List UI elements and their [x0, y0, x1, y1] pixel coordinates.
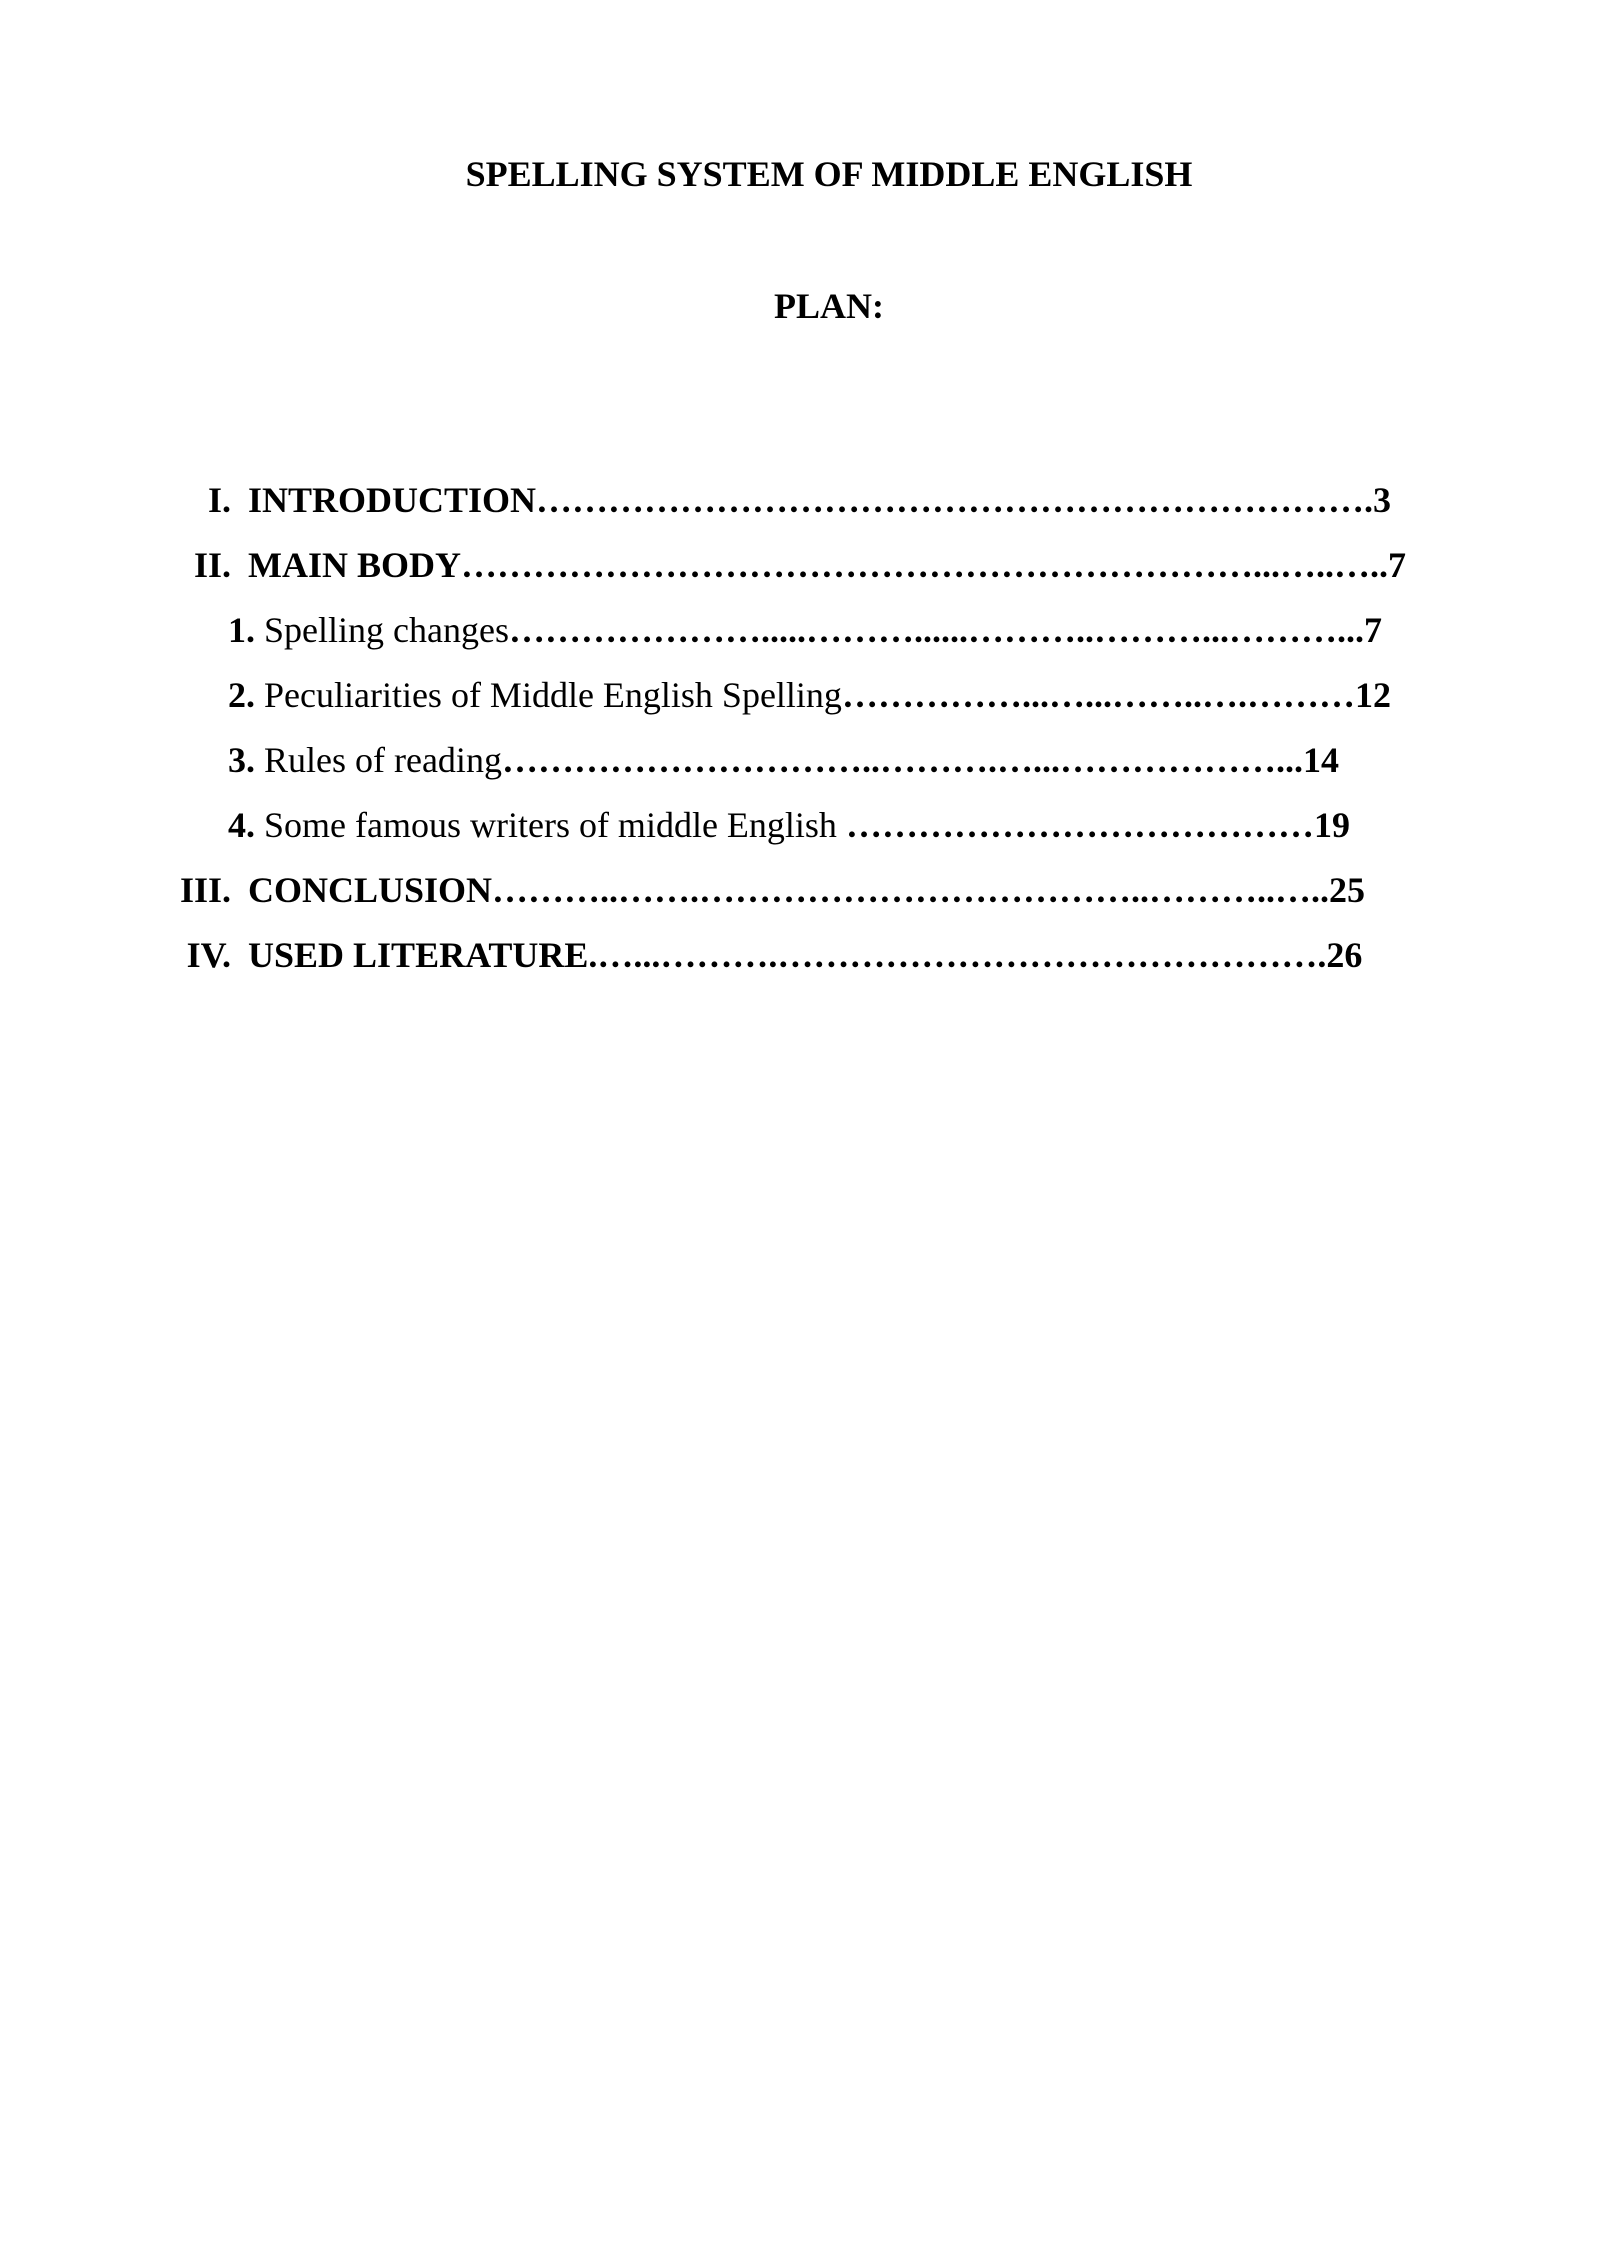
toc-subentry-leader: …………………………..……….…...……………….	[501, 740, 1285, 780]
toc-subentry-leader: ……………...…...……..….………	[841, 675, 1355, 715]
toc-subentry-page: 19	[1313, 805, 1350, 845]
toc-entry-page: .3	[1364, 480, 1392, 520]
toc-entry-label: INTRODUCTION	[248, 480, 537, 520]
toc-entry-leader: ……………………………………………………………	[536, 480, 1365, 520]
toc-subentry-number: 1.	[228, 610, 255, 650]
toc-entry-number: II.	[193, 545, 231, 585]
toc-subentry-leader: …………………………………	[836, 805, 1314, 845]
toc-entry-label: MAIN BODY	[248, 545, 461, 585]
toc-subentry-page: 12	[1354, 675, 1391, 715]
toc-subentry-label: Some famous writers of middle English	[264, 805, 837, 845]
toc-subentry-label: Rules of reading	[264, 740, 502, 780]
toc-entry-leader: …………………………………………………………...…..….	[461, 545, 1379, 585]
toc-subentry-number: 2.	[228, 675, 255, 715]
document-title: SPELLING SYSTEM OF MIDDLE ENGLISH	[465, 154, 1193, 194]
toc-entry-page: .25	[1320, 870, 1366, 910]
toc-subentry-number: 4.	[228, 805, 255, 845]
toc-entry-leader: …...……….………………………………………	[597, 935, 1318, 975]
toc-subentry-page: ..14	[1284, 740, 1339, 780]
toc-entry-leader: ………..…….………………………………..………..….	[492, 870, 1321, 910]
toc-entry-label: USED LITERATURE.	[248, 935, 598, 975]
toc-entry-label: CONCLUSION	[248, 870, 493, 910]
toc-entry-page: .26	[1317, 935, 1363, 975]
toc-entry-number: I.	[207, 480, 231, 520]
toc-subentry-leader: ………………….....………......………..………...……….	[508, 610, 1346, 650]
toc-subentry-label: Peculiarities of Middle English Spelling	[264, 675, 842, 715]
toc-entry-number: IV.	[186, 935, 231, 975]
toc-entry-page: .7	[1379, 545, 1406, 585]
toc-subentry-page: ..7	[1345, 610, 1382, 650]
toc-entry-number: III.	[179, 870, 231, 910]
toc-subentry-label: Spelling changes	[264, 610, 509, 650]
toc-subentry-number: 3.	[228, 740, 255, 780]
plan-heading: PLAN:	[774, 286, 884, 326]
